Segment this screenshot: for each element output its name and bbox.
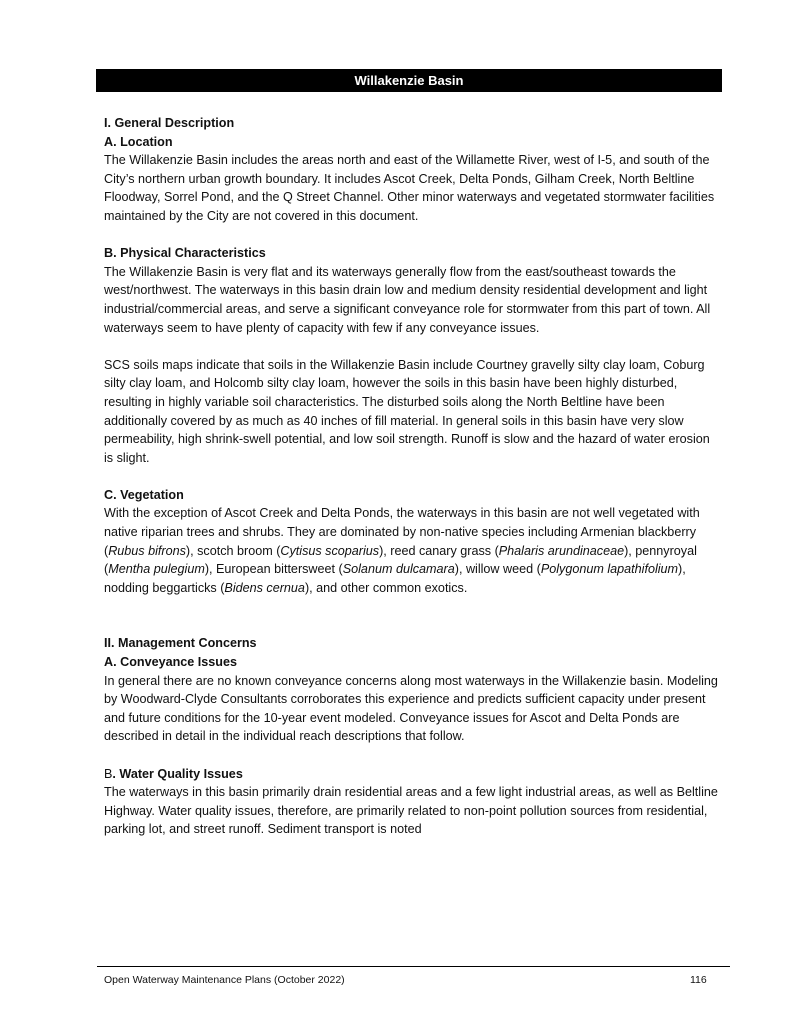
section-title-bar: Willakenzie Basin [96, 69, 722, 92]
species-name: Cytisus scoparius [280, 543, 380, 558]
document-body [104, 114, 722, 839]
footer-document-title: Open Waterway Maintenance Plans (October 2022) [104, 974, 345, 986]
species-name: Solanum dulcamara [342, 562, 455, 577]
species-name: Rubus bifrons [108, 543, 186, 558]
heading-general-description: I. General Description [104, 116, 235, 130]
heading-physical-characteristics: B. Physical Characteristics [104, 246, 266, 261]
paragraph-water-quality: The waterways in this basin primarily drain residential areas and a few light industrial areas, as well as Beltline Highway. Water quality issues, therefore, are primarily related to non-point pollution sources from residential, parking lot, and street runoff. Sediment transport is noted [104, 785, 718, 837]
paragraph-physical-1: The Willakenzie Basin is very flat and its waterways generally flow from the east/southeast towards the west/northwest. The waterways in this basin drain low and medium density residential development and light industrial/commercial areas, and serve a significant conveyance role for stormwater from this part of town. All waterways seem to have plenty of capacity with few if any conveyance issues. [104, 264, 711, 335]
paragraph-physical-2: SCS soils maps indicate that soils in the Willakenzie Basin include Courtney gravelly silty clay loam, Coburg silty clay loam, and Holcomb silty clay loam, however the soils in this basin have been highly disturbed, resulting in highly variable soil characteristics. The disturbed soils along the North Beltline have been additionally covered by as much as 40 inches of fill material. In general soils in this basin have very slow permeability, high shrink-swell potential, and low soil strength. Runoff is slow and the hazard of water erosion is slight. [104, 357, 710, 465]
species-name: Mentha pulegium [108, 562, 205, 577]
heading-management-concerns: II. Management Concerns [104, 636, 257, 651]
paragraph-vegetation: With the exception of Ascot Creek and Delta Ponds, the waterways in this basin are not well vegetated with native riparian trees and shrubs. They are dominated by non-native species including Armenian blackberry (Rubus bifrons), scotch broom (Cytisus scoparius), reed canary grass (Phalaris arundinaceae), pennyroyal (Mentha pulegium), European bittersweet (Solanum dulcamara), willow weed (Polygonum lapathifolium), nodding beggarticks (Bidens cernua), and other common exotics. [104, 506, 700, 595]
species-name: Polygonum lapathifolium [540, 562, 679, 577]
heading-vegetation: C. Vegetation [104, 487, 184, 502]
species-name: Phalaris arundinaceae [498, 543, 625, 558]
species-name: Bidens cernua [224, 580, 305, 595]
heading-location: A. Location [104, 134, 173, 149]
footer-page-number: 116 [690, 974, 707, 986]
paragraph-location: The Willakenzie Basin includes the areas north and east of the Willamette River, west of I-5, and south of the City’s northern urban growth boundary. It includes Ascot Creek, Delta Ponds, Gilham Creek, North Beltline Floodway, Sorrel Pond, and the Q Street Channel. Other minor waterways and vegetated stormwater facilities maintained by the City are not covered in this document. [104, 153, 715, 223]
footer-divider [97, 966, 730, 967]
heading-water-quality-issues: B. Water Quality Issues [104, 766, 243, 781]
paragraph-conveyance: In general there are no known conveyance concerns along most waterways in the Willakenzie basin. Modeling by Woodward-Clyde Consultants corroborates this experience and predicts sufficient capacity under present and future conditions for the 10-year event modeled. Conveyance issues for Ascot and Delta Ponds are described in detail in the individual reach descriptions that follow. [104, 673, 718, 744]
heading-conveyance-issues: A. Conveyance Issues [104, 655, 237, 670]
